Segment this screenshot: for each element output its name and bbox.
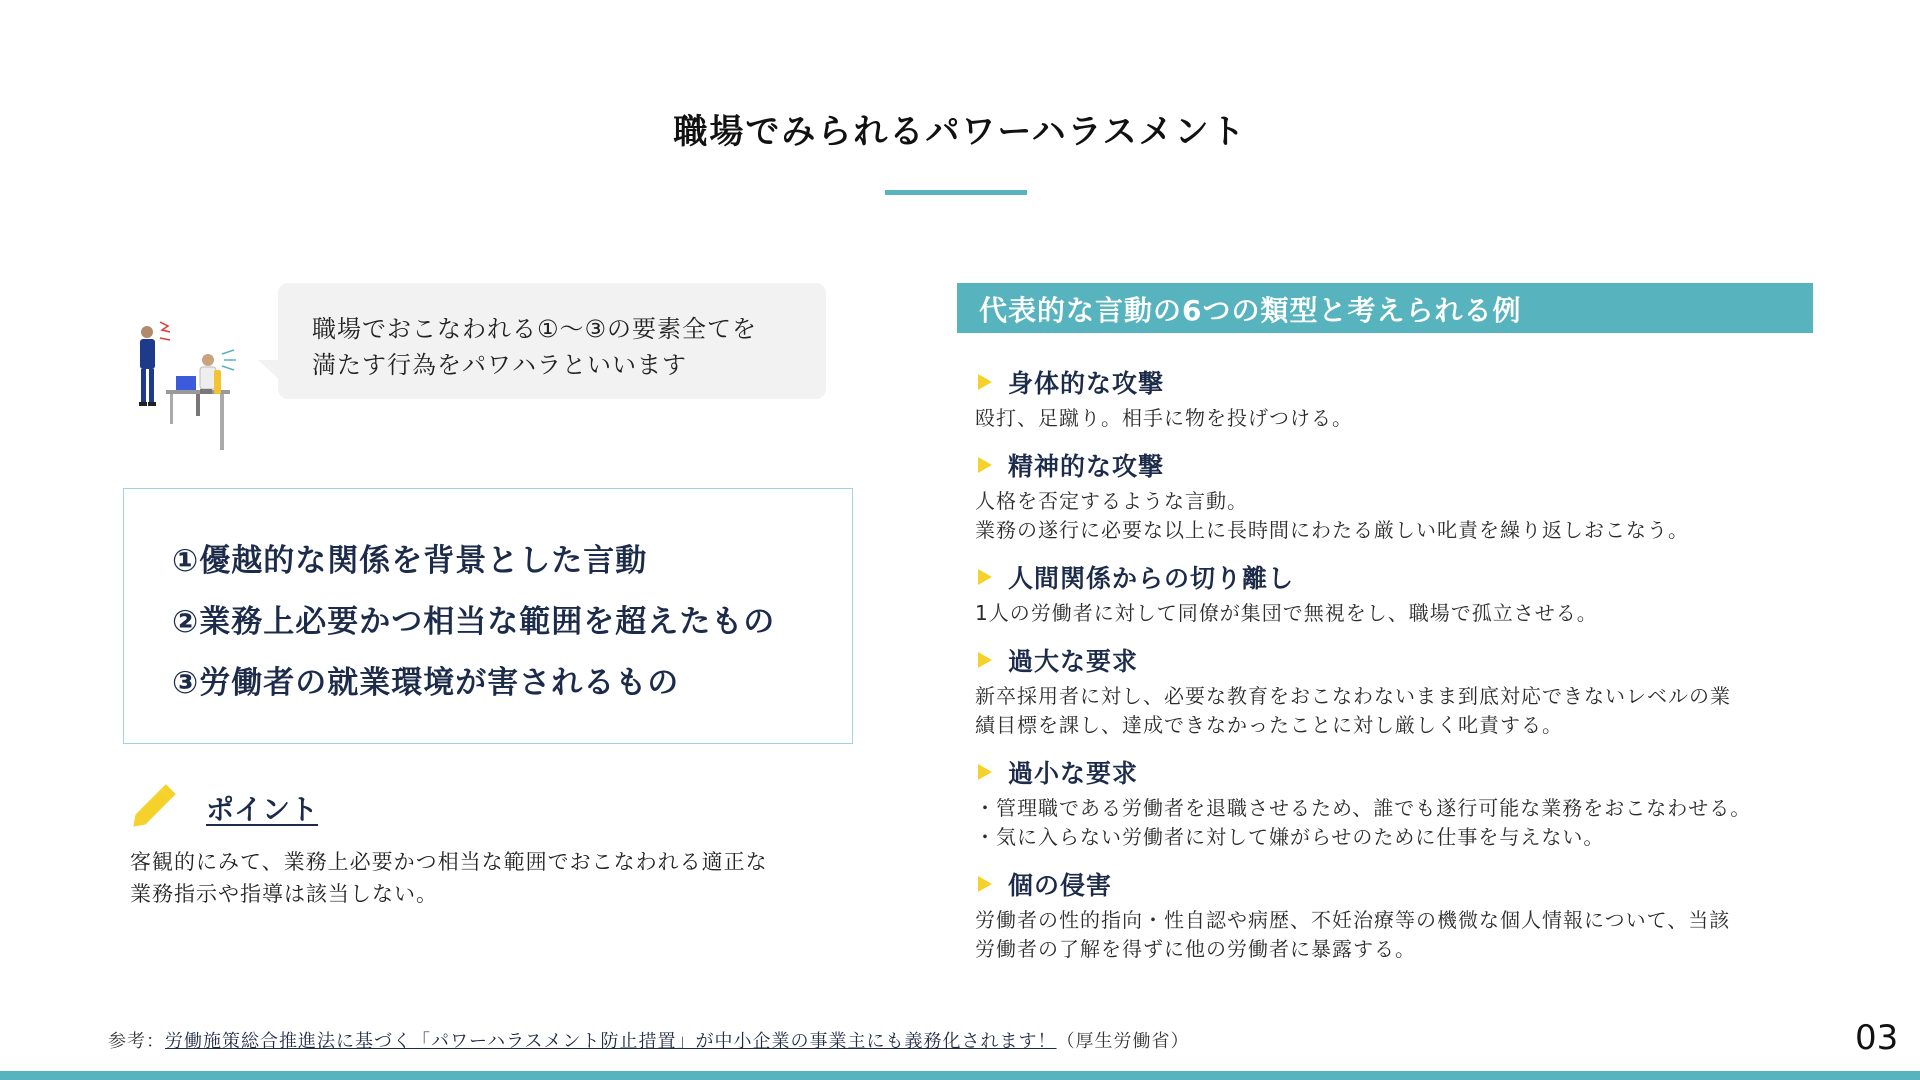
speech-bubble [278, 283, 826, 399]
type-description-line: 殴打、足蹴り。相手に物を投げつける。 [975, 406, 1353, 430]
element-item-1: ①優越的な関係を背景とした言動 [172, 543, 648, 579]
type-description [975, 487, 1825, 545]
bottom-accent-bar [0, 1071, 1920, 1080]
reference-suffix: （厚生労働省） [1056, 1031, 1190, 1052]
type-item [975, 642, 1825, 740]
page-title: 職場でみられるパワーハラスメント [673, 112, 1247, 152]
type-description-line: 績目標を課し、達成できなかったことに対し厳しく叱責する。 [975, 713, 1563, 737]
type-description-line: ・管理職である労働者を退職させるため、誰でも遂行可能な業務をおこなわせる。 [975, 796, 1752, 820]
title-underline [885, 190, 1027, 195]
point-label: ポイント [206, 793, 319, 826]
speech-bubble-line: 職場でおこなわれる①〜③の要素全てを [312, 315, 758, 343]
reference-link[interactable]: 労働施策総合推進法に基づく「パワーハラスメント防止措置」が中小企業の事業主にも義務化されます！ [165, 1031, 1057, 1052]
type-description-line: 1人の労働者に対して同僚が集団で無視をし、職場で孤立させる。 [975, 601, 1598, 625]
type-title: 精神的な攻撃 [1008, 452, 1165, 481]
point-text-line: 客観的にみて、業務上必要かつ相当な範囲でおこなわれる適正な [130, 850, 768, 874]
types-list [975, 364, 1825, 978]
triangle-bullet-icon [978, 374, 992, 390]
type-item [975, 447, 1825, 545]
type-title: 人間関係からの切り離し [1008, 564, 1295, 593]
type-description [975, 599, 1825, 628]
type-title: 身体的な攻撃 [1008, 369, 1165, 398]
type-description [975, 682, 1825, 740]
type-title: 過大な要求 [1008, 647, 1139, 676]
type-item [975, 364, 1825, 433]
reference-prefix: 参考： [108, 1031, 165, 1052]
element-item-3: ③労働者の就業環境が害されるもの [172, 665, 680, 701]
type-description-line: 労働者の性的指向・性自認や病歴、不妊治療等の機微な個人情報について、当該 [975, 908, 1731, 932]
type-description [975, 404, 1825, 433]
triangle-bullet-icon [978, 457, 992, 473]
triangle-bullet-icon [978, 569, 992, 585]
triangle-bullet-icon [978, 876, 992, 892]
type-description-line: 労働者の了解を得ずに他の労働者に暴露する。 [975, 937, 1416, 961]
type-item [975, 559, 1825, 628]
type-title: 個の侵害 [1008, 871, 1113, 900]
point-text [130, 846, 850, 910]
type-description-line: 業務の遂行に必要な以上に長時間にわたる厳しい叱責を繰り返しおこなう。 [975, 518, 1689, 542]
type-item [975, 754, 1825, 852]
type-description [975, 906, 1825, 964]
type-description-line: 新卒採用者に対し、必要な教育をおこなわないまま到底対応できないレベルの業 [975, 684, 1731, 708]
triangle-bullet-icon [978, 764, 992, 780]
type-item [975, 866, 1825, 964]
type-title: 過小な要求 [1008, 759, 1139, 788]
harassment-elements-box [123, 488, 853, 744]
triangle-bullet-icon [978, 652, 992, 668]
type-description [975, 794, 1825, 852]
page-number: 03 [1855, 1018, 1899, 1058]
reference-note [108, 1027, 1190, 1053]
element-item-2: ②業務上必要かつ相当な範囲を超えたもの [172, 604, 776, 640]
types-header: 代表的な言動の6つの類型と考えられる例 [957, 283, 1813, 333]
office-scene-illustration [130, 318, 250, 454]
type-description-line: ・気に入らない労働者に対して嫌がらせのために仕事を与えない。 [975, 825, 1605, 849]
pencil-icon [130, 778, 182, 830]
speech-bubble-line: 満たす行為をパワハラといいます [312, 351, 687, 379]
type-description-line: 人格を否定するような言動。 [975, 489, 1248, 513]
point-text-line: 業務指示や指導は該当しない。 [130, 882, 438, 906]
